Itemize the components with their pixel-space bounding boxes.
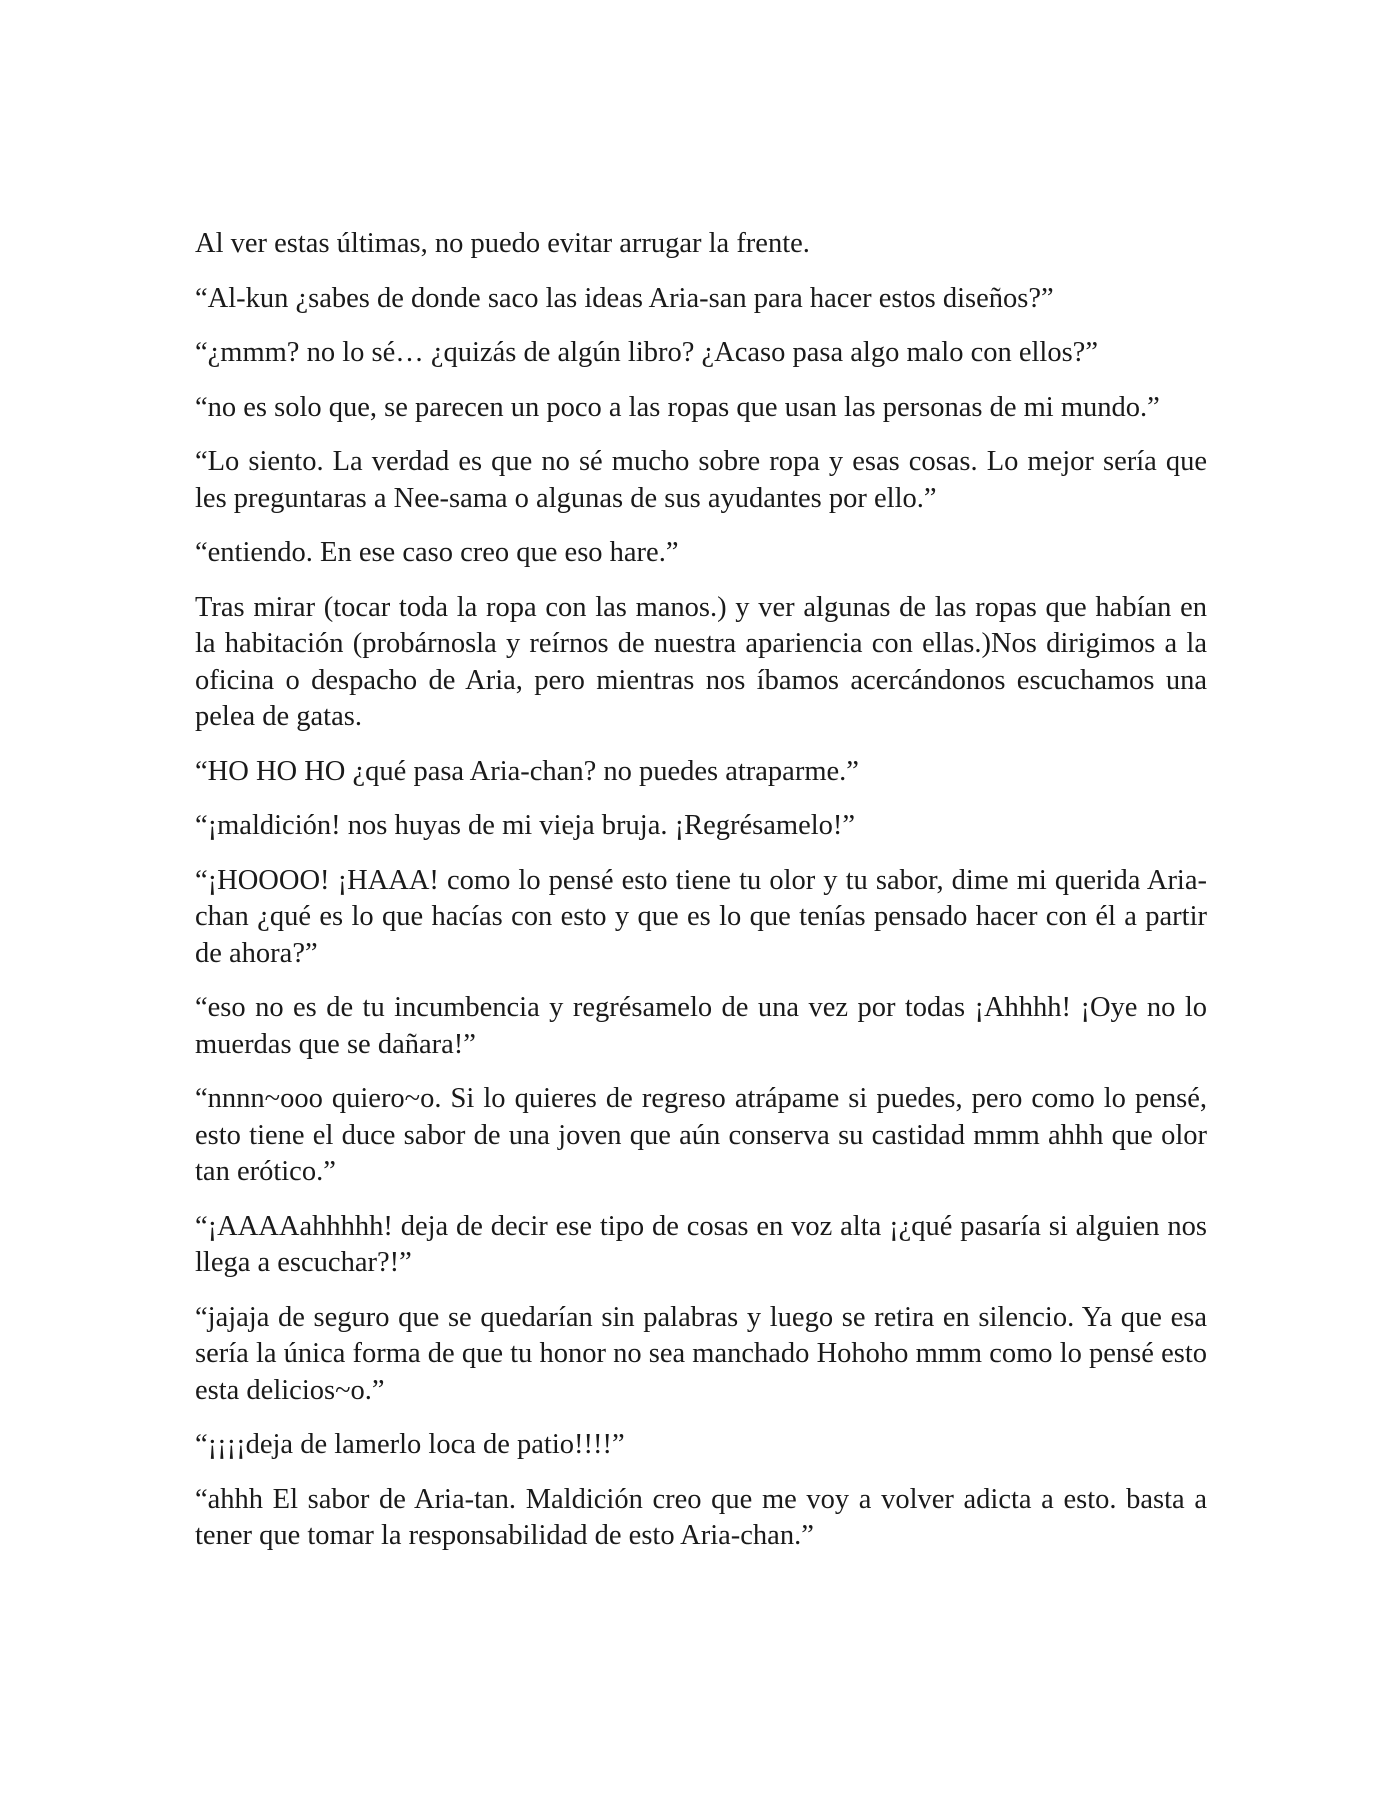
paragraph: “no es solo que, se parecen un poco a las ropas que usan las personas de mi mundo.” <box>195 391 1160 423</box>
paragraph: “eso no es de tu incumbencia y regrésamelo de una vez por todas ¡Ahhhh! ¡Oye no lo muerdas que se dañara!” <box>195 992 1207 1060</box>
paragraph: “¡¡¡¡deja de lamerlo loca de patio!!!!” <box>195 1429 625 1460</box>
paragraph: “Lo siento. La verdad es que no sé mucho sobre ropa y esas cosas. Lo mejor sería que les preguntaras a Nee-sama o algunas de sus ayudantes por ello.” <box>195 446 1207 514</box>
paragraph: “HO HO HO ¿qué pasa Aria-chan? no puedes atraparme.” <box>195 755 859 787</box>
paragraph: “ahhh El sabor de Aria-tan. Maldición creo que me voy a volver adicta a esto. basta a tener que tomar la responsabilidad de esto Aria-chan.” <box>195 1483 1207 1551</box>
paragraph: “¡maldición! nos huyas de mi vieja bruja. ¡Regrésamelo!” <box>195 810 856 841</box>
paragraph: “jajaja de seguro que se quedarían sin palabras y luego se retira en silencio. Ya que esa sería la única forma de que tu honor no sea manchado Hohoho mmm como lo pensé esto esta delicios~o.” <box>195 1301 1207 1406</box>
paragraph: “¿mmm? no lo sé… ¿quizás de algún libro? ¿Acaso pasa algo malo con ellos?” <box>195 337 1098 368</box>
paragraph: “Al-kun ¿sabes de donde saco las ideas Aria-san para hacer estos diseños?” <box>195 282 1054 314</box>
paragraph: “¡HOOOO! ¡HAAA! como lo pensé esto tiene tu olor y tu sabor, dime mi querida Aria-chan ¿qué es lo que hacías con esto y que es lo que tenías pensado hacer con él a partir de ahora?” <box>195 864 1207 969</box>
document-body <box>195 226 1207 1573</box>
paragraph: “entiendo. En ese caso creo que eso hare.” <box>195 537 679 568</box>
paragraph: “nnnn~ooo quiero~o. Si lo quieres de regreso atrápame si puedes, pero como lo pensé, esto tiene el duce sabor de una joven que aún conserva su castidad mmm ahhh que olor tan erótico.” <box>195 1083 1207 1187</box>
paragraph: Al ver estas últimas, no puedo evitar arrugar la frente. <box>195 228 810 259</box>
paragraph: “¡AAAAahhhhh! deja de decir ese tipo de cosas en voz alta ¡¿qué pasaría si alguien nos llega a escuchar?!” <box>195 1210 1207 1278</box>
paragraph: Tras mirar (tocar toda la ropa con las manos.) y ver algunas de las ropas que habían en la habitación (probárnosla y reírnos de nuestra apariencia con ellas.)Nos dirigimos a la oficina o despacho de Aria, pero mientras nos íbamos acercándonos escuchamos una pelea de gatas. <box>195 591 1207 732</box>
